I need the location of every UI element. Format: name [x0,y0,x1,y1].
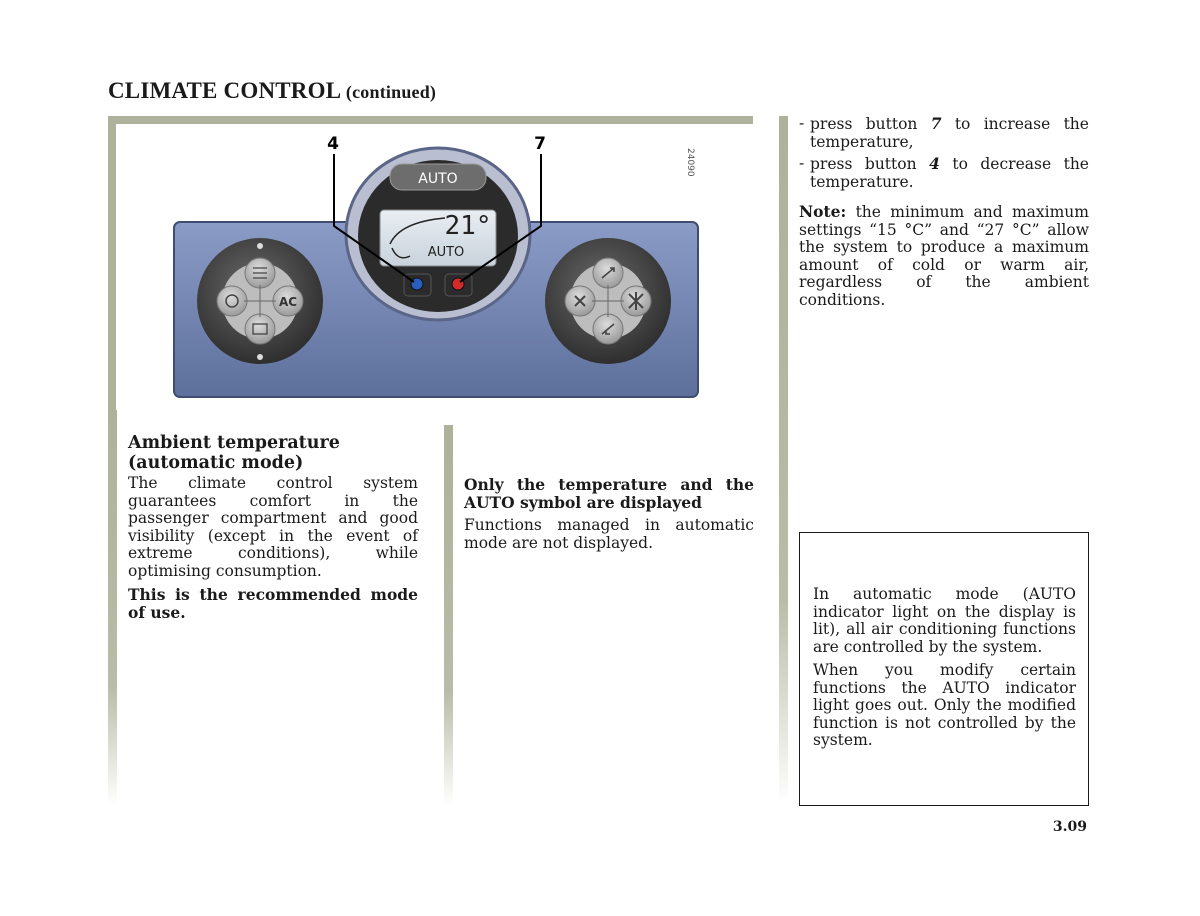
recommended-mode-note: This is the recommended mode of use. [128,585,418,622]
column-rule-middle [444,425,453,805]
bullet-2-pre: press button [810,155,917,173]
ambient-temp-body: The climate control system guarantees comfort in the passenger compartment and good visibility (except in the event of extreme conditions), while optimising consumption. [128,474,418,580]
lcd-mode: AUTO [427,245,465,260]
bullet-2-num: 4 [929,154,940,173]
lcd-temperature: 21° [444,211,492,241]
left-control-knob [197,238,323,364]
bullet-1-num: 7 [930,114,942,133]
auto-button-label: AUTO [418,171,458,187]
note-label: Note: [799,202,847,221]
ac-label: AC [278,295,298,309]
bullet-increase: - press button 7 to increase the temperature, [799,114,1089,151]
column-rule-left [108,410,117,805]
note-body: the minimum and maximum settings “15 °C” and “27 °C” allow the system to produce a maximum amount of cold or warm air, regardless of the ambient conditions. [799,203,1089,309]
climate-panel-illustration [108,116,753,416]
page-title [108,78,436,104]
note-paragraph [799,203,1089,309]
title-main: CLIMATE CONTROL [108,78,340,103]
callout-label-7: 7 [534,134,546,154]
page-number: 3.09 [1052,819,1087,835]
bullet-1-post: to increase the temperature, [810,115,1089,151]
info-box [799,532,1089,806]
callout-label-4: 4 [327,134,339,154]
info-box-para-1: In automatic mode (AUTO indicator light on the display is lit), all air conditioning functions are controlled by the system. [813,585,1076,656]
image-ref-code: 24090 [685,148,695,177]
left-column [128,434,418,621]
column-rule-right [779,116,788,806]
display-body: Functions managed in automatic mode are not displayed. [464,516,754,552]
decrease-temp-button-4 [411,278,423,290]
bullet-1-pre: press button [810,115,918,133]
right-column [799,115,1089,309]
bullet-decrease: - press button 4 to decrease the temperature. [799,154,1089,191]
right-control-knob [545,238,671,364]
bullet-2-post: to decrease the temperature. [810,155,1089,191]
info-box-para-2: When you modify certain functions the AUTO indicator light goes out. Only the modified function is not controlled by the system. [813,661,1076,749]
recirc-icon [217,286,247,316]
demist-rear-icon [245,314,275,344]
ambient-temp-heading: Ambient temperature (automatic mode) [128,433,340,473]
middle-column [464,476,754,552]
title-sub: (continued) [345,82,437,102]
display-heading: Only the temperature and the AUTO symbol are displayed [464,475,754,512]
